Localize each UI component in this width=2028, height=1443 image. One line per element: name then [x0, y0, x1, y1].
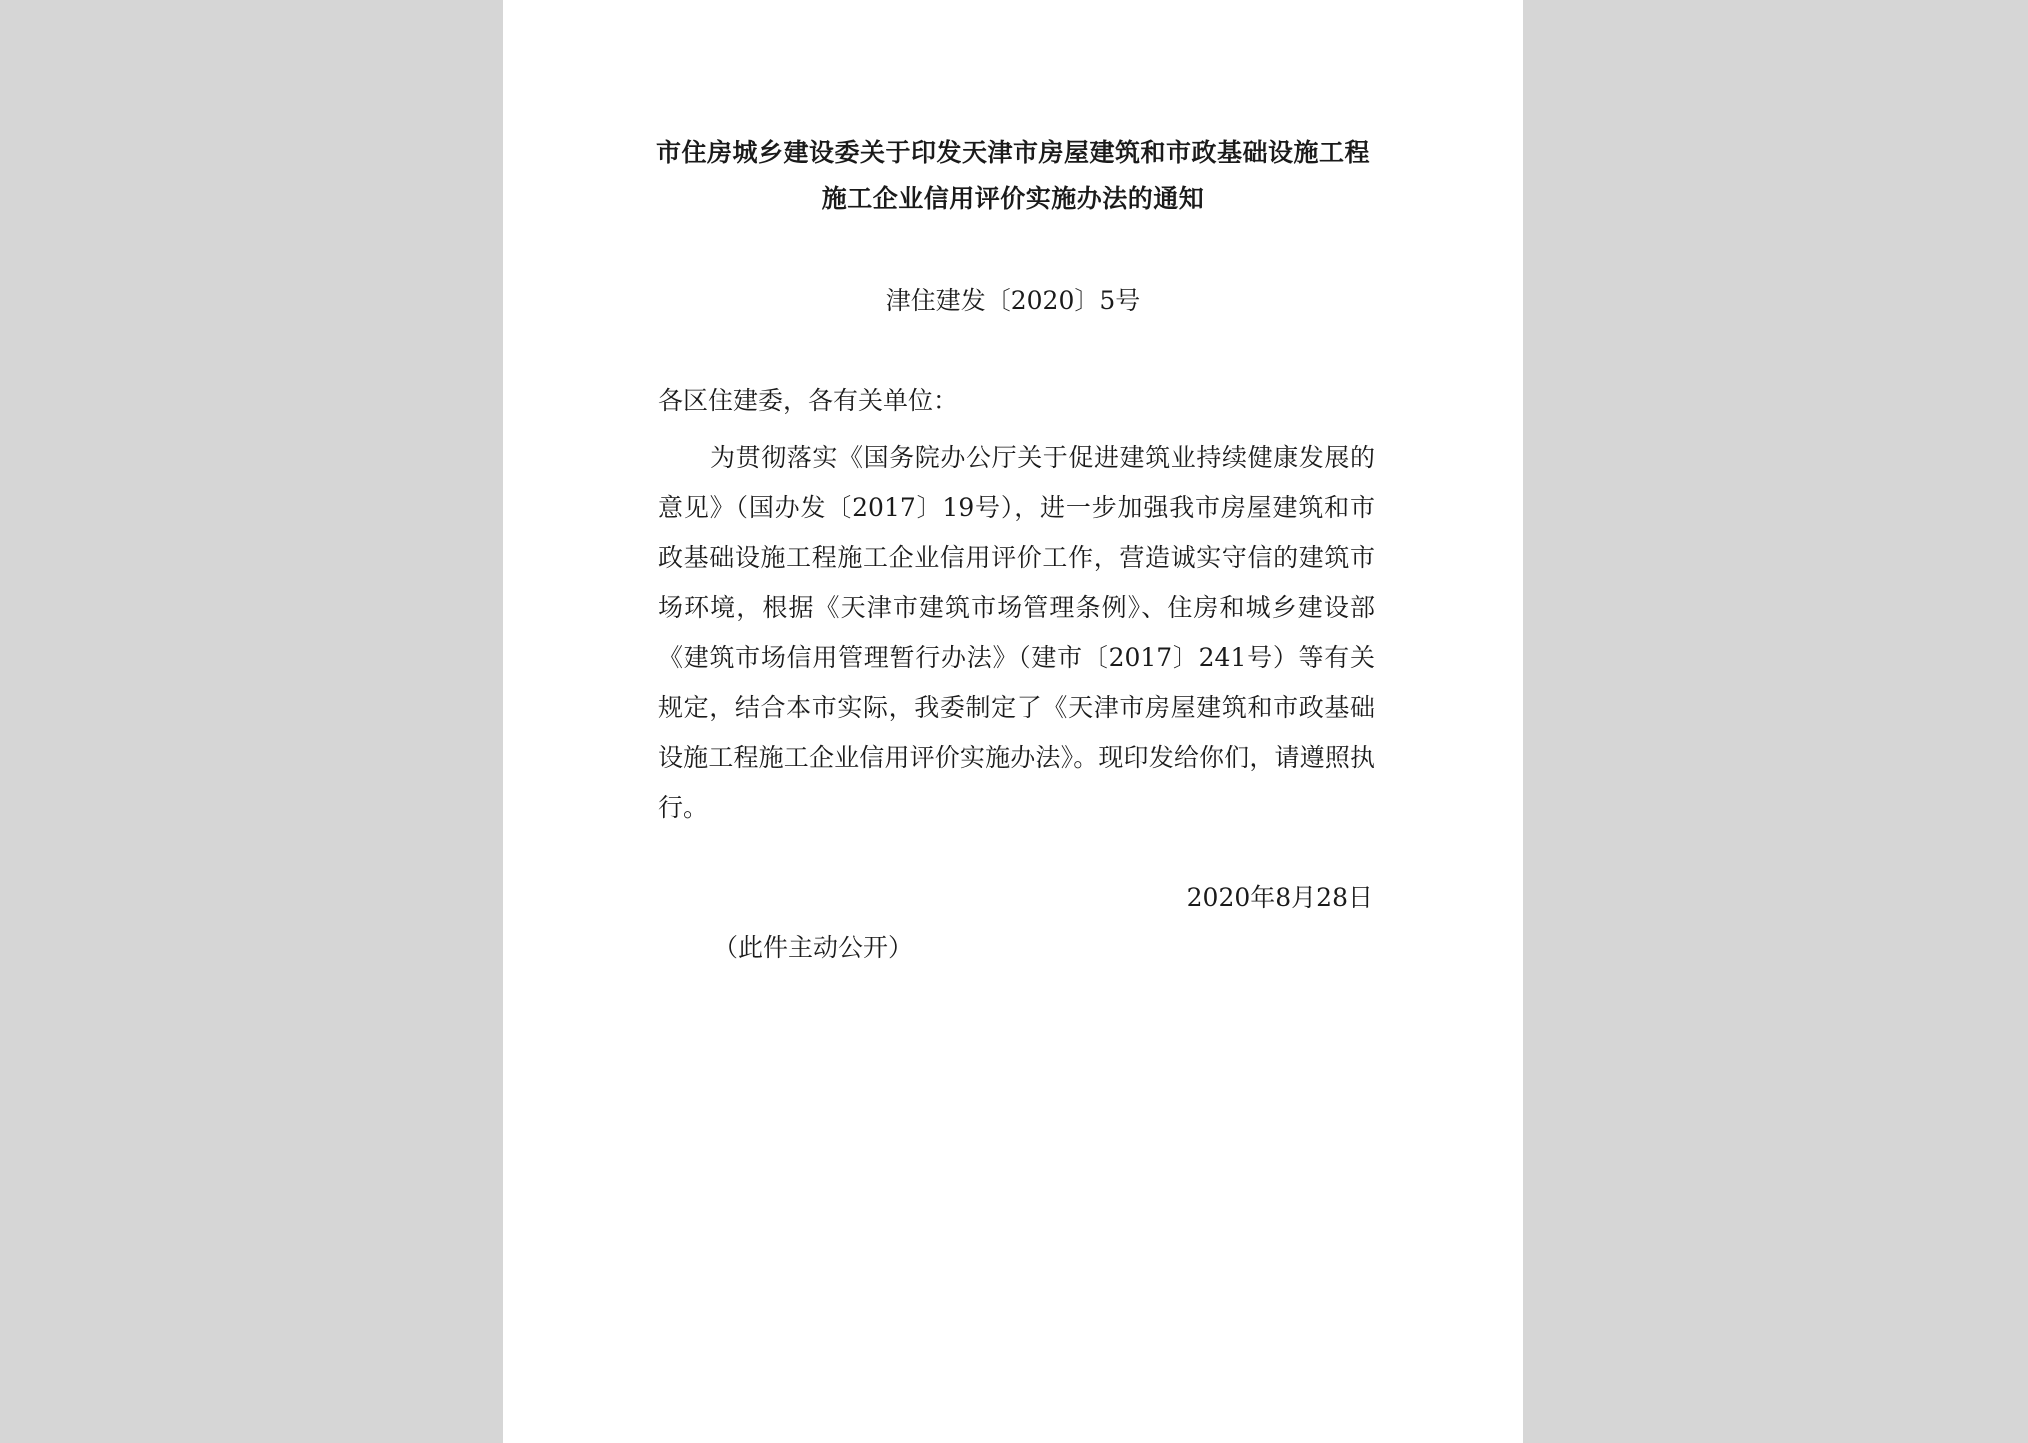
body-paragraph: 为贯彻落实《国务院办公厅关于促进建筑业持续健康发展的意见》（国办发〔2017〕19号），进一步加强我市房屋建筑和市政基础设施工程施工企业信用评价工作，营造诚实守信的建筑市场环境，根据《天津市建筑市场管理条例》、住房和城乡建设部《建筑市场信用管理暂行办法》（建市〔2017〕241号）等有关规定，结合本市实际，我委制定了《天津市房屋建筑和市政基础设施工程施工企业信用评价实施办法》。现印发给你们，请遵照执行。	[658, 443, 1375, 822]
document-title: 市住房城乡建设委关于印发天津市房屋建筑和市政基础设施工程施工企业信用评价实施办法的通知	[655, 138, 1370, 213]
document-number: 津住建发〔2020〕5号	[885, 286, 1141, 315]
salutation: 各区住建委，各有关单位：	[658, 386, 959, 415]
disclosure-note: （此件主动公开）	[713, 933, 914, 962]
document-page	[503, 0, 1523, 1443]
issue-date: 2020年8月28日	[1186, 883, 1373, 912]
